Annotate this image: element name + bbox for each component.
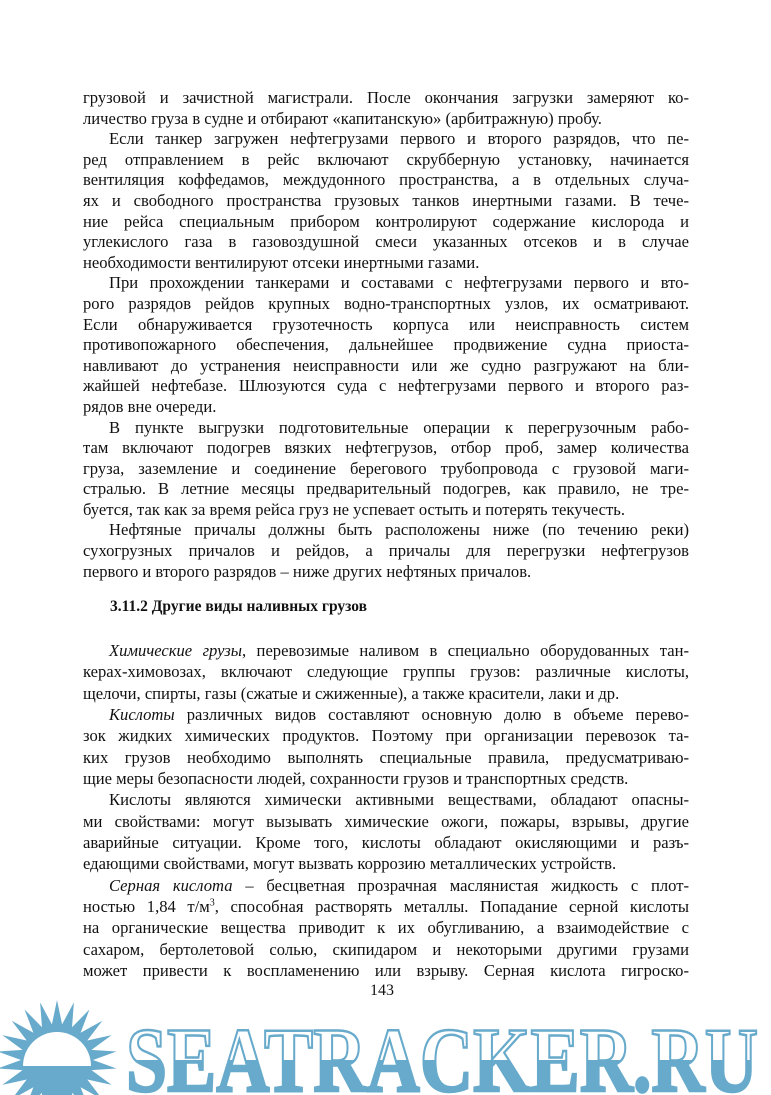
watermark-text: SEATRACKER.RU (126, 1009, 758, 1095)
line-text: В пункте выгрузки подготовительные операции к перегрузочным рабо- (109, 417, 689, 437)
text-line (83, 376, 689, 397)
line-text: жайшей нефтебазе. Шлюзуются суда с нефтегрузами первого и второго раз- (83, 376, 689, 396)
line-text: личество груза в судне и отбирают «капитанскую» (арбитражную) пробу. (83, 108, 602, 128)
line-text: Кислоты являются химически активными веществами, обладают опасны- (109, 790, 689, 810)
sun-icon (0, 1000, 116, 1095)
line-text: Если танкер загружен нефтегрузами первого и второго разрядов, что пе- (109, 129, 689, 149)
body-text-bottom (83, 640, 689, 982)
line-text: сахаром, бертолетовой солью, скипидаром и некоторыми другими грузами (83, 939, 689, 959)
text-line (83, 500, 689, 521)
line-text: сухогрузных причалов и рейдов, а причалы для перегрузки нефтегрузов (83, 541, 689, 561)
line-text: Если обнаруживается грузотечность корпуса или неисправность систем (83, 314, 689, 334)
line-text: ях и свободного пространства грузовых танков инертными газами. В тече- (83, 190, 689, 210)
text-line (83, 253, 689, 274)
text-line (83, 459, 689, 480)
italic-term: Кислоты (109, 705, 175, 725)
line-text: аварийные ситуации. Кроме того, кислоты обладают окисляющими и разъ- (83, 833, 689, 853)
line-text: ми свойствами: могут вызывать химические ожоги, пожары, взрывы, другие (83, 811, 689, 831)
text-line (83, 832, 689, 853)
text-line (83, 939, 689, 960)
text-line (83, 917, 689, 938)
text-line (83, 562, 689, 583)
superscript: 3 (209, 897, 215, 909)
line-text: там включают подогрев вязких нефтегрузов, отбор проб, замер количества (83, 438, 689, 458)
text-line (83, 520, 689, 541)
text-line (83, 747, 689, 768)
text-line (83, 356, 689, 377)
line-text: грузовой и зачистной магистрали. После окончания загрузки замеряют ко- (83, 88, 689, 107)
line-text: , перевозимые наливом в специально оборудованных тан- (242, 641, 689, 660)
text-line (83, 335, 689, 356)
text-line (83, 232, 689, 253)
line-text: – бесцветная прозрачная маслянистая жидкость с плот- (232, 875, 689, 895)
text-line (83, 768, 689, 789)
text-line (83, 704, 689, 725)
text-line (83, 129, 689, 150)
line-text: щелочи, спирты, газы (сжатые и сжиженные), а также красители, лаки и др. (83, 683, 620, 703)
text-line (83, 853, 689, 874)
line-text: вентиляция коффедамов, междудонного пространства, а в отдельных случа- (83, 170, 689, 190)
text-line (83, 397, 689, 418)
line-text: может привести к воспламенению или взрыву. Серная кислота гигроско- (83, 961, 689, 981)
text-line (83, 541, 689, 562)
line-text: ние рейса специальным прибором контролируют содержание кислорода и (83, 211, 689, 231)
text-line (83, 640, 689, 661)
text-line (83, 683, 689, 704)
page-number: 143 (370, 982, 394, 999)
line-text: различных видов составляют основную долю в объеме перево- (174, 705, 689, 725)
line-text: противопожарного обеспечения, дальнейшее продвижение судна приоста- (83, 335, 689, 355)
line-text: необходимости вентилируют отсеки инертными газами. (83, 252, 480, 272)
line-text: При прохождении танкерами и составами с нефтегрузами первого и вто- (109, 273, 689, 293)
line-text: зок жидких химических продуктов. Поэтому при организации перевозок та- (83, 726, 689, 746)
italic-term: Химические грузы (109, 641, 242, 660)
text-line (83, 150, 689, 171)
text-line (83, 438, 689, 459)
text-line (83, 960, 689, 981)
line-text: первого и второго разрядов – ниже других нефтяных причалов. (83, 561, 532, 581)
italic-term: Серная кислота (109, 875, 233, 895)
line-text: щие меры безопасности людей, сохранности грузов и транспортных средств. (83, 769, 629, 789)
text-line (83, 789, 689, 810)
line-text: рого разрядов рейдов крупных водно-транспортных узлов, их осматривают. (83, 293, 689, 313)
text-line (83, 479, 689, 500)
line-text: буется, так как за время рейса груз не успевает остыть и потерять текучесть. (83, 499, 625, 519)
body-text-top (83, 88, 689, 582)
text-line (83, 418, 689, 439)
text-line (83, 811, 689, 832)
text-line (83, 896, 689, 917)
line-text: на органические вещества приводит к их обугливанию, а взаимодействие с (83, 918, 689, 938)
text-line (83, 109, 689, 130)
line-text: рядов вне очереди. (83, 396, 217, 416)
line-text: ких грузов необходимо выполнять специальные правила, предусматриваю- (83, 747, 689, 767)
text-line (83, 725, 689, 746)
text-line (83, 875, 689, 896)
text-line (83, 191, 689, 212)
text-line (83, 273, 689, 294)
text-line (83, 294, 689, 315)
line-text: ред отправлением в рейс включают скрубберную установку, начинается (83, 149, 689, 169)
line-text: Нефтяные причалы должны быть расположены ниже (по течению реки) (109, 520, 689, 540)
section-heading: 3.11.2 Другие виды наливных грузов (110, 598, 367, 615)
text-line (83, 170, 689, 191)
line-text: груза, заземление и соединение берегового трубопровода с грузовой маги- (83, 458, 689, 478)
text-line (83, 212, 689, 233)
line-text: стралью. В летние месяцы предварительный подогрев, как правило, не тре- (83, 479, 689, 499)
line-text: углекислого газа в газовоздушной смеси указанных отсеков и в случае (83, 232, 689, 252)
line-text: , способная растворять металлы. Попадание серной кислоты (214, 897, 690, 917)
text-line (83, 661, 689, 682)
line-text: навливают до устранения неисправности или же судно разгружают на бли- (83, 355, 689, 375)
line-text: ностью 1,84 т/м (83, 897, 210, 917)
text-line (83, 315, 689, 336)
text-line (83, 88, 689, 109)
line-text: едающими свойствами, могут вызвать коррозию металлических устройств. (83, 854, 617, 874)
line-text: керах-химовозах, включают следующие группы грузов: различные кислоты, (83, 662, 689, 682)
